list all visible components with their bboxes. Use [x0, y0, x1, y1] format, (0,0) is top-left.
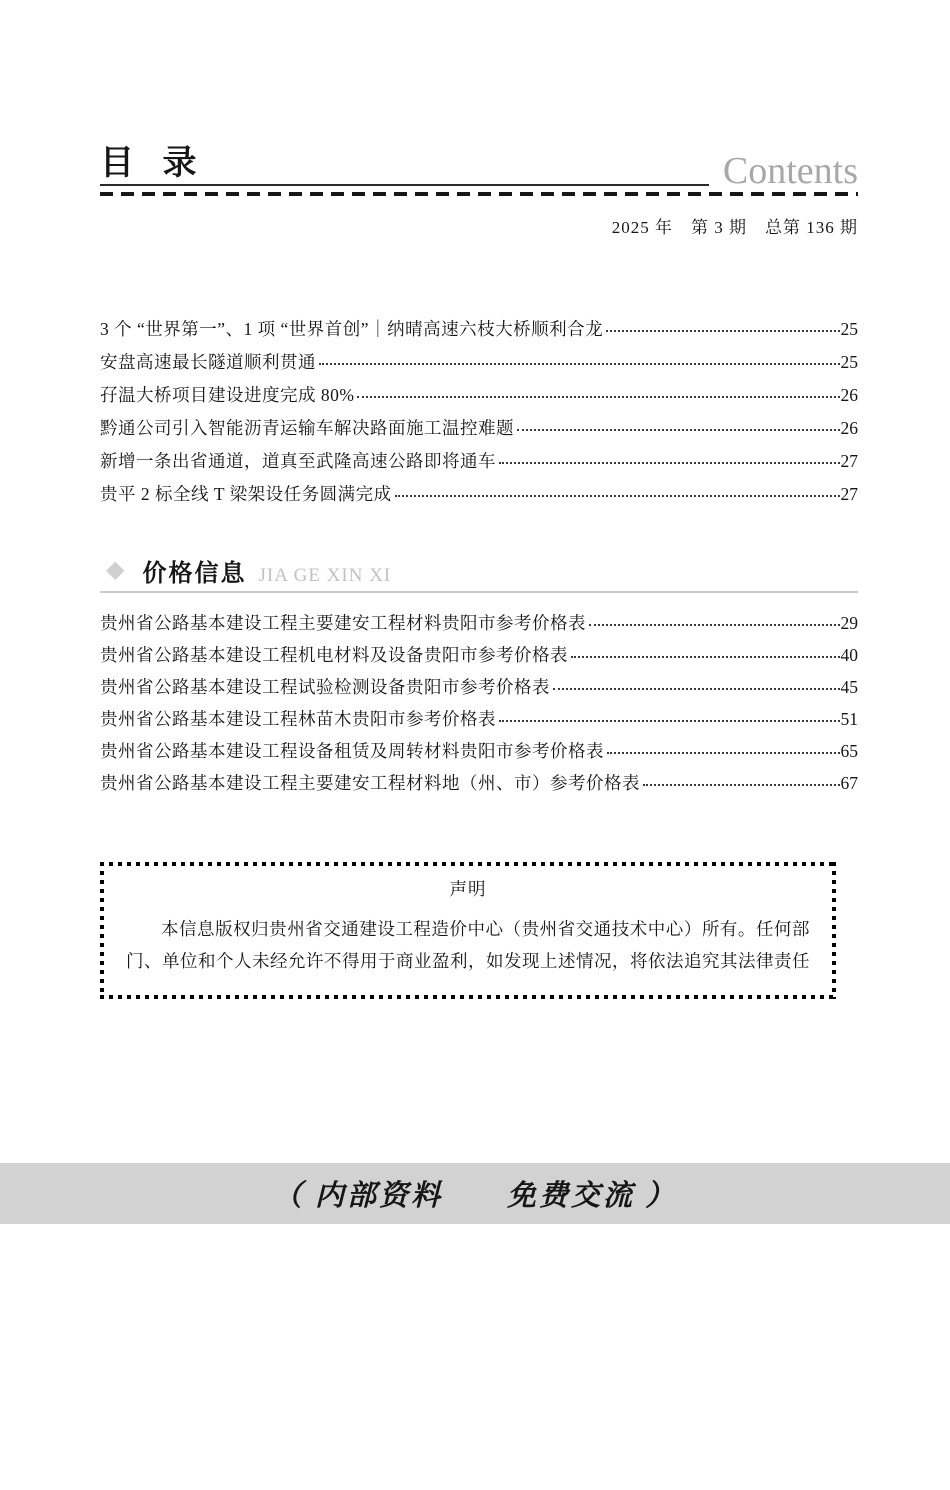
toc-entry	[100, 710, 858, 728]
toc-entry-page: 26	[840, 417, 858, 438]
diamond-icon: ◆	[106, 555, 125, 584]
footer-banner-text: （ 内部资料 免费交流 ）	[272, 1180, 678, 1212]
toc-entry-title: 3 个 “世界第一”、1 项 “世界首创”｜纳晴高速六枝大桥顺利合龙	[100, 318, 604, 339]
title-row	[100, 145, 858, 192]
toc-entry	[100, 419, 858, 437]
toc-entry-page: 40	[840, 644, 858, 665]
dotted-leader	[643, 784, 840, 786]
toc-entry-page: 25	[840, 351, 858, 372]
toc-entry-title: 贵州省公路基本建设工程试验检测设备贵阳市参考价格表	[100, 676, 550, 697]
declaration-body: 本信息版权归贵州省交通建设工程造价中心（贵州省交通技术中心）所有。任何部门、单位和个人未经允许不得用于商业盈利，如发现上述情况，将依法追究其法律责任	[126, 918, 810, 971]
dotted-leader	[553, 688, 840, 690]
toc-entry-title: 贵州省公路基本建设工程机电材料及设备贵阳市参考价格表	[100, 644, 568, 665]
toc-entry	[100, 353, 858, 371]
dotted-leader	[319, 363, 840, 365]
toc-entry	[100, 452, 858, 470]
toc-entry-title: 孖温大桥项目建设进度完成 80%	[100, 384, 355, 405]
dotted-leader	[517, 429, 840, 431]
dashed-divider	[100, 192, 858, 196]
toc-entry-page: 26	[840, 384, 858, 405]
dotted-leader	[607, 752, 840, 754]
price-section-subtitle: JIA GE XIN XI	[258, 564, 392, 586]
toc-page	[0, 146, 950, 1490]
toc-entry	[100, 742, 858, 760]
toc-entry-title: 贵州省公路基本建设工程林苗木贵阳市参考价格表	[100, 708, 496, 729]
toc-header	[100, 146, 858, 238]
dotted-leader	[395, 495, 840, 497]
toc-entry-page: 45	[840, 676, 858, 697]
toc-entry-page: 27	[840, 450, 858, 471]
toc-entry-page: 25	[840, 318, 858, 339]
dotted-leader	[357, 396, 839, 398]
dotted-leader	[589, 624, 840, 626]
dotted-leader	[606, 330, 839, 332]
toc-entry-page: 51	[840, 708, 858, 729]
toc-entry-page: 65	[840, 740, 858, 761]
dotted-leader	[499, 462, 840, 464]
toc-entry	[100, 646, 858, 664]
toc-entry-title: 贵州省公路基本建设工程设备租赁及周转材料贵阳市参考价格表	[100, 740, 604, 761]
toc-entry-title: 黔通公司引入智能沥青运输车解决路面施工温控难题	[100, 417, 514, 438]
title-underline-rule	[100, 146, 709, 186]
toc-entry-page: 27	[840, 483, 858, 504]
toc-entry	[100, 386, 858, 404]
page-title: 目 录	[100, 145, 207, 182]
price-section-header	[100, 553, 858, 593]
dotted-leader	[571, 656, 840, 658]
toc-entry-title: 贵州省公路基本建设工程主要建安工程材料地（州、市）参考价格表	[100, 772, 640, 793]
toc-entry-title: 贵平 2 标全线 T 梁架设任务圆满完成	[100, 483, 392, 504]
toc-entry-title: 贵州省公路基本建设工程主要建安工程材料贵阳市参考价格表	[100, 612, 586, 633]
toc-entry-page: 67	[840, 772, 858, 793]
articles-toc-list	[100, 320, 858, 503]
issue-info: 2025 年 第 3 期 总第 136 期	[611, 217, 858, 237]
price-section-title: 价格信息	[142, 559, 247, 587]
declaration-box	[100, 862, 836, 999]
declaration-title: 声明	[449, 878, 487, 899]
toc-entry	[100, 678, 858, 696]
page-content	[100, 146, 858, 999]
dotted-leader	[499, 720, 840, 722]
footer-banner	[0, 1163, 950, 1224]
toc-entry	[100, 320, 858, 338]
toc-entry-page: 29	[840, 612, 858, 633]
page-title-english: Contents	[722, 149, 858, 192]
toc-entry-title: 安盘高速最长隧道顺利贯通	[100, 351, 316, 372]
toc-entry-title: 新增一条出省通道，道真至武隆高速公路即将通车	[100, 450, 496, 471]
price-toc-list	[100, 614, 858, 792]
toc-entry	[100, 774, 858, 792]
toc-entry	[100, 485, 858, 503]
toc-entry	[100, 614, 858, 632]
